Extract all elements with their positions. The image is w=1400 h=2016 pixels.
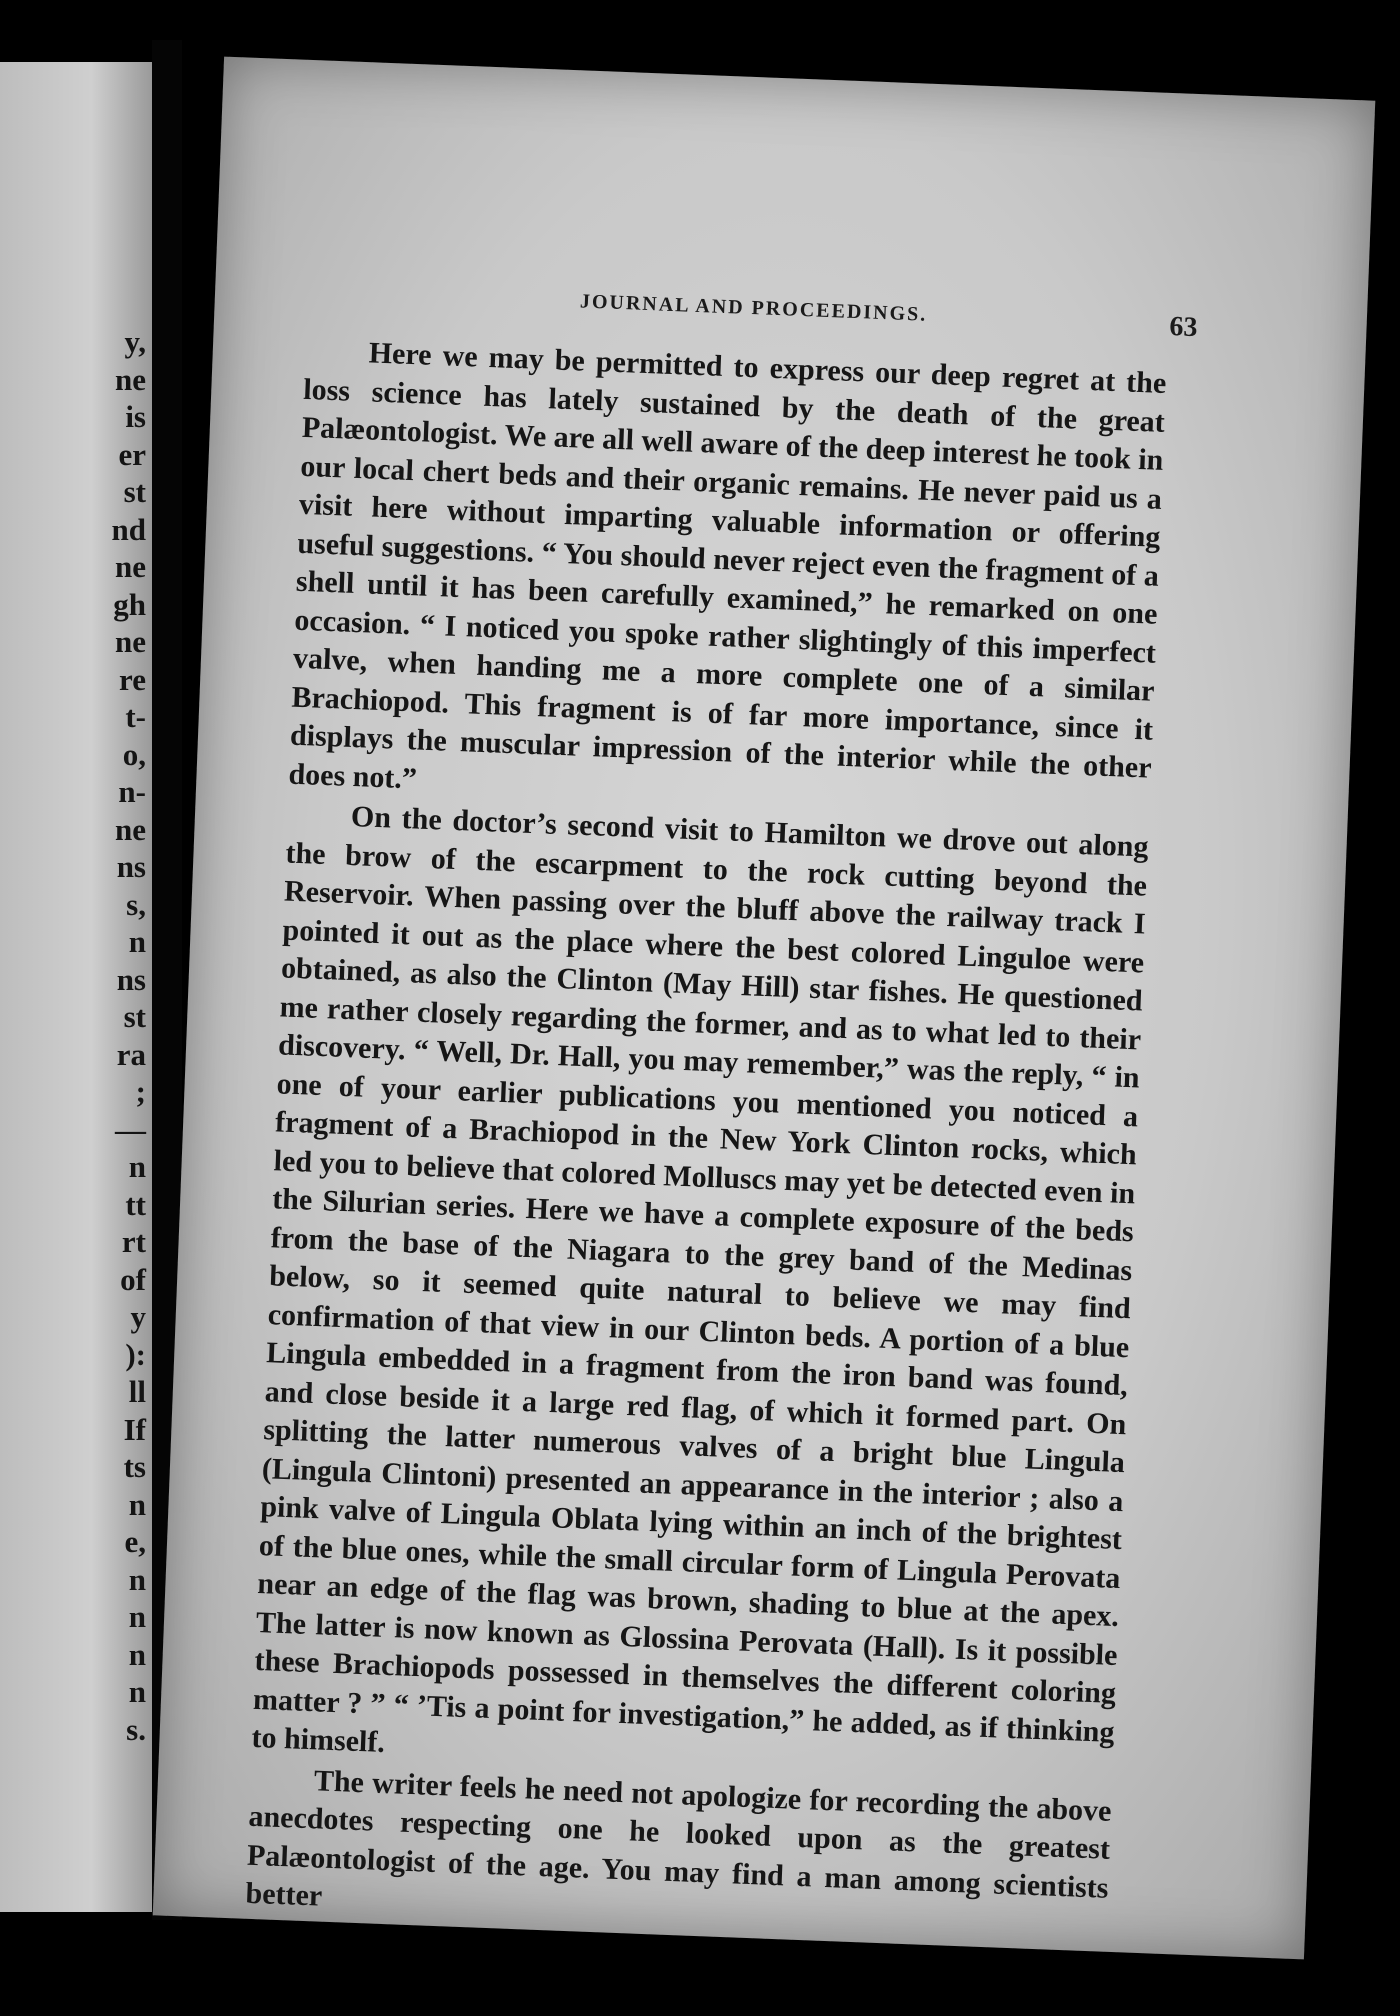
facing-page-line-fragment: e, — [124, 1524, 146, 1559]
facing-page-line-fragment: nd — [111, 511, 146, 547]
page-body — [245, 332, 1167, 1946]
paragraph: Here we may be permitted to express our deep regret at the loss science has lately sustained by the death of the great Palæontologist. We are all well aware of the deep interest he took in our local chert beds and their organic remains. He never paid us a visit here without imparting valuable information or offering useful suggestions. “ You should never reject even the fragment of a shell until it has been carefully examined,” he remarked on one occasion. “ I noticed you spoke rather slightingly of this imperfect valve, when handing me a more complete one of a similar Brachiopod. This fragment is of far more importance, since it displays the muscular impression of the interior while the other does not.” — [288, 336, 1167, 795]
facing-page-line-fragment: ra — [116, 1036, 146, 1072]
page-number: 63 — [1168, 311, 1199, 344]
facing-page-line-fragment: rt — [121, 1224, 146, 1259]
facing-page-line-fragment: — — [115, 1111, 146, 1147]
facing-page-line-fragment: ne — [115, 361, 146, 397]
facing-page-line-fragment: y, — [124, 324, 146, 359]
paragraph: The writer feels he need not apologize for recording the above anecdotes respecting one he looked upon as the greatest Palæontologist of the age. You may find a man among scientists better — [245, 1763, 1113, 1913]
facing-page-line-fragment: ts — [123, 1449, 146, 1484]
facing-page-line-fragment: is — [125, 399, 146, 434]
facing-page-line-fragment: s, — [126, 886, 146, 922]
facing-page-line-fragment: t- — [125, 699, 146, 734]
facing-page-line-fragment: ns — [116, 849, 146, 884]
facing-page-line-fragment: n — [128, 924, 146, 959]
facing-page-edge — [0, 62, 152, 1912]
facing-page-line-fragment: st — [123, 474, 146, 509]
running-head: JOURNAL AND PROCEEDINGS. — [579, 290, 928, 326]
facing-page-line-fragment: n — [128, 1636, 146, 1672]
facing-page-line-fragment: n- — [118, 774, 146, 809]
facing-page-line-fragment: ; — [135, 1074, 146, 1109]
facing-page-line-fragment: ne — [115, 811, 146, 847]
facing-page-line-fragment: n — [128, 1599, 146, 1634]
facing-page-line-fragment: tt — [125, 1186, 146, 1222]
facing-page-line-fragment: s. — [126, 1711, 146, 1747]
facing-page-line-fragment: y — [130, 1299, 146, 1334]
facing-page-line-fragment: o, — [122, 736, 146, 772]
facing-page-line-fragment: ): — [125, 1336, 146, 1372]
facing-page-line-fragment: n — [128, 1561, 146, 1597]
facing-page-line-fragment: ne — [115, 624, 146, 659]
facing-page-line-fragment: ll — [128, 1374, 146, 1409]
facing-page-line-fragment: gh — [113, 586, 146, 622]
facing-page-line-fragment: ns — [116, 961, 146, 997]
paragraph: On the doctor’s second visit to Hamilton we drove out along the brow of the escarpment to the rock cutting beyond the Reservoir. When passing over the bluff above the railway track I pointed it out as the place where the best colored Linguloe were obtained, as also the Clinton (May Hill) star fishes. He questioned me rather closely regarding the former, and as to what led to their discovery. “ Well, Dr. Hall, you may remember,” was the reply, “ in one of your earlier publications you mentioned you noticed a fragment of a Brachiopod in the New York Clinton rocks, which led you to believe that colored Molluscs may yet be detected even in the Silurian series. Here we have a complete exposure of the beds from the base of the Niagara to the grey band of the Medinas below, so it seemed quite natural to believe we may find confirmation of that view in our Clinton beds. A portion of a blue Lingula embedded in a fragment from the iron band was found, and close beside it a large red flag, of which it formed part. On splitting the latter numerous valves of a bright blue Lingula (Lingula Clintoni) presented an appearance in the interior ; also a pink valve of Lingula Oblata lying within an inch of the brightest of the blue ones, while the small circular form of Lingula Perovata near an edge of the flag was brown, shading to blue at the apex. The latter is now known as Glossina Perovata (Hall). Is it possible these Brachiopods possessed in themselves the different coloring matter ? ” “ ’Tis a point for investigation,” he added, as if thinking to himself. — [250, 800, 1150, 1759]
book-page — [153, 57, 1376, 1960]
facing-page-line-fragment: If — [123, 1411, 146, 1447]
facing-page-line-fragment: n — [128, 1149, 146, 1184]
facing-page-line-fragment: ne — [115, 549, 146, 584]
facing-page-line-fragment: er — [118, 436, 146, 472]
facing-page-line-fragment: re — [119, 661, 146, 697]
facing-page-line-fragment: n — [128, 1486, 146, 1522]
facing-page-line-fragment: n — [128, 1674, 146, 1709]
facing-page-line-fragment: of — [120, 1261, 146, 1297]
facing-page-line-fragment: st — [123, 999, 146, 1034]
